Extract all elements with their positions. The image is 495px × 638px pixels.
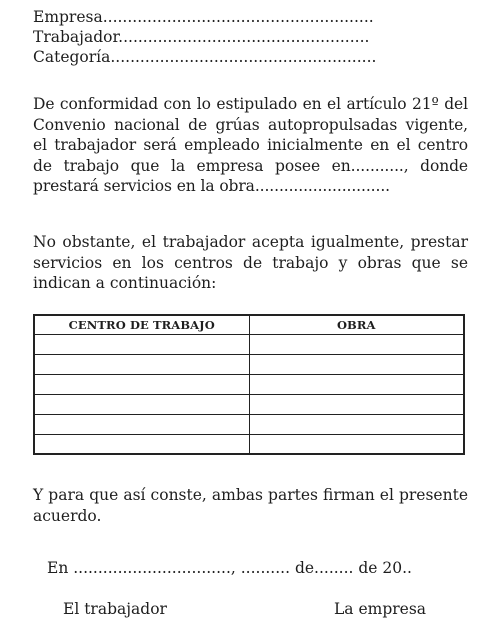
- worker-signature-label: El trabajador: [63, 600, 167, 618]
- column-header-obra: OBRA: [249, 315, 464, 334]
- table-row: [34, 334, 464, 354]
- intro-paragraph: De conformidad con lo estipulado en el artículo 21º del Convenio nacional de grúas autopropulsadas vigente, el trabajador será empleado inicialmente en el centro de trabajo que la empresa posee en..........., donde prestará servicios en la obra............................: [33, 95, 468, 195]
- column-header-centro: CENTRO DE TRABAJO: [34, 315, 249, 334]
- trabajador-field: Trabajador...................................................: [33, 28, 370, 46]
- table-cell: [34, 394, 249, 414]
- table-row: [34, 394, 464, 414]
- table-cell: [34, 334, 249, 354]
- table-row: [34, 374, 464, 394]
- work-centers-table: [33, 314, 465, 455]
- other-centers-paragraph: No obstante, el trabajador acepta igualmente, prestar servicios en los centros de trabajo y obras que se indican a continuación:: [33, 233, 468, 292]
- table-cell: [249, 334, 464, 354]
- table-cell: [34, 354, 249, 374]
- table-cell: [249, 414, 464, 434]
- table-row: [34, 354, 464, 374]
- table-cell: [249, 394, 464, 414]
- table-cell: [34, 434, 249, 454]
- company-signature-label: La empresa: [334, 600, 427, 618]
- empresa-field: Empresa.......................................................: [33, 8, 374, 26]
- table-cell: [249, 434, 464, 454]
- table-cell: [34, 414, 249, 434]
- table-cell: [249, 354, 464, 374]
- closing-paragraph: Y para que así conste, ambas partes firman el presente acuerdo.: [33, 486, 468, 525]
- table-row: [34, 434, 464, 454]
- table-header-row: [34, 315, 464, 334]
- table-cell: [249, 374, 464, 394]
- categoria-field: Categoría......................................................: [33, 48, 377, 66]
- date-line: En ................................, .......... de........ de 20..: [47, 559, 412, 577]
- table-row: [34, 414, 464, 434]
- table-cell: [34, 374, 249, 394]
